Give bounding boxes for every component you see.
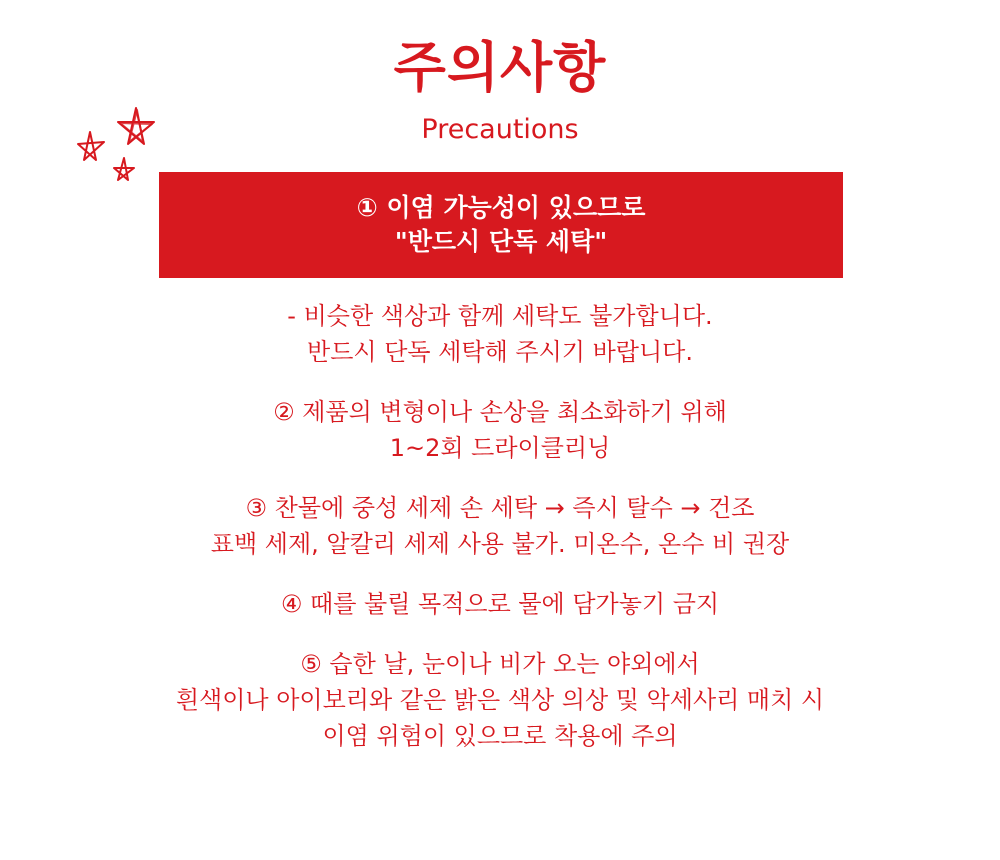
note-line: ② 제품의 변형이나 손상을 최소화하기 위해 <box>273 398 727 426</box>
hand-drawn-stars-icon <box>74 104 164 188</box>
note-line: 표백 세제, 알칼리 세제 사용 불가. 미온수, 온수 비 권장 <box>210 530 790 558</box>
banner-line-2: "반드시 단독 세탁" <box>394 227 608 256</box>
note-line: ④ 때를 불릴 목적으로 물에 담가놓기 금지 <box>280 590 720 618</box>
note-line: 1~2회 드라이클리닝 <box>389 434 611 462</box>
note-line: ⑤ 습한 날, 눈이나 비가 오는 야외에서 <box>300 650 700 678</box>
note-line: 반드시 단독 세탁해 주시기 바랍니다. <box>307 338 693 366</box>
page-title: 주의사항 <box>393 36 607 99</box>
note-2 <box>0 394 1000 466</box>
note-line: - 비슷한 색상과 함께 세탁도 불가합니다. <box>287 302 713 330</box>
note-1 <box>0 298 1000 370</box>
note-3 <box>0 490 1000 562</box>
note-line: 흰색이나 아이보리와 같은 밝은 색상 의상 및 악세사리 매치 시 <box>175 686 825 714</box>
note-5 <box>0 646 1000 754</box>
note-line: ③ 찬물에 중성 세제 손 세탁 → 즉시 탈수 → 건조 <box>245 494 755 522</box>
note-4 <box>0 586 1000 622</box>
precaution-notes <box>0 298 1000 778</box>
note-line: 이염 위험이 있으므로 착용에 주의 <box>322 722 678 750</box>
banner-line-1: ① 이염 가능성이 있으므로 <box>356 193 646 222</box>
warning-banner <box>159 172 843 278</box>
page-subtitle: Precautions <box>421 114 579 145</box>
